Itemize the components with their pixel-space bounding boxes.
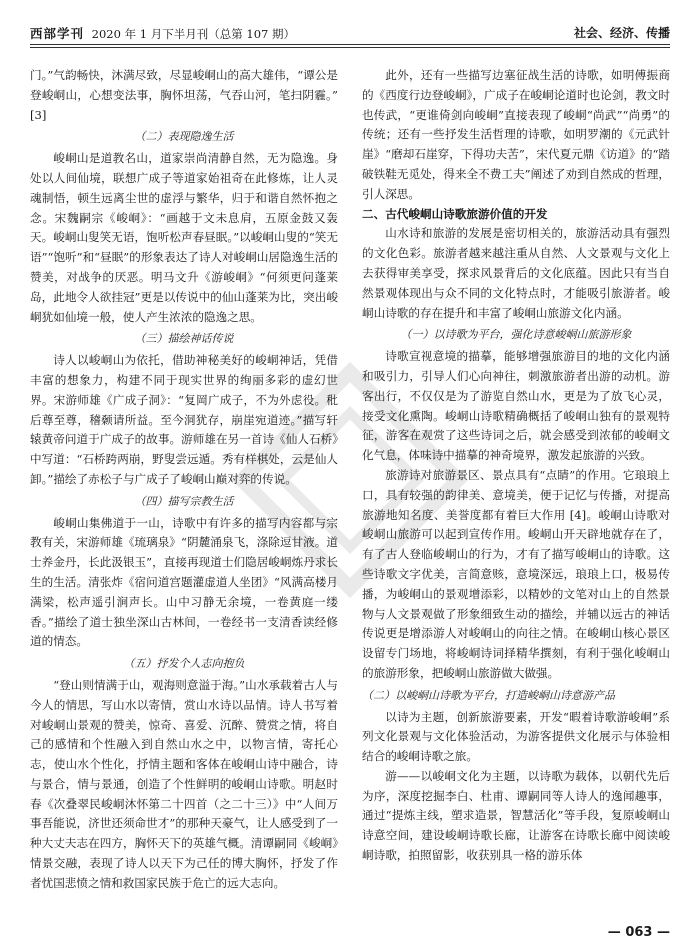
paragraph: 此外，还有一些描写边塞征战生活的诗歌，如明傅振商的《西度行边登峻峒》，广成子在峻峒论道时也论剑，教文时也传武，“更谁倚剑向峻峒”直接表现了峻峒“尚武”“尚勇”的传统；还有一些抒发生活哲理的诗歌，如明罗潮的《元武针崖》“磨却石崖穿，下得功夫苦”，宋代夏元鼎《访道》的“踏破铁鞋无觅处，得来全不费工夫”阐述了劝到自然成的哲理，引人深思。	[362, 68, 670, 201]
subsection-heading: （三）描绘神话传说	[134, 332, 234, 346]
section-heading: 二、古代峻峒山诗歌旅游价值的开发	[362, 206, 548, 221]
paragraph: 门。”气韵畅快，沐满尽致，尽显峻峒山的高大雄伟，“谭公是登峻峒山，心想变法事，胸怀坦荡，气吞山河，笔扫阴霾。” [3]	[30, 68, 338, 122]
section-title: 社会、经济、传播	[573, 26, 670, 40]
paragraph: 诗歌宣视意境的描摹，能够增强旅游目的地的文化内涵和吸引力，引导人们心向神往，刺激旅游者出游的动机。游客出行，不仅仅是为了游览自然山水，更是为了放飞心灵，接受文化熏陶。峻峒山诗歌精确概括了峻峒山独有的景观特征，游客在观赏了这些诗词之后，就会感受到浓郁的峻峒文化气息，体味诗中描摹的神奇境界，激发起旅游的兴致。	[362, 349, 670, 463]
header-rule	[30, 44, 670, 45]
subsection-heading: （二）表现隐逸生活	[134, 130, 234, 144]
subsection-heading: （五）抒发个人志向抱负	[123, 657, 245, 671]
paragraph: 山水诗和旅游的发展是密切相关的，旅游活动具有强烈的文化色彩。旅游者越来越注重从自然、人文景观与文化上去获得审美享受，探求风景背后的文化底蕴。因此只有当自然景观体现出与众不同的文化特点时，才能吸引旅游者。峻峒山诗歌的存在提升和丰富了峻峒山旅游文化内涵。	[362, 226, 670, 320]
paragraph: 旅游诗对旅游景区、景点具有“点睛”的作用。它琅琅上口，具有较强的韵律美、意境美，便于记忆与传播，对提高旅游地知名度、美誉度都有着巨大作用 [4]。峻峒山诗歌对峻峒山旅游可以起到宣传作用。峻峒山开天辟地就存在了，有了古人登临峻峒山的行为，才有了描写峻峒山的诗歌。这些诗歌文字优美，言简意赅，意境深远，琅琅上口，极易传播，为峻峒山的景观增添彩，以精妙的文笔对山上的自然景物与人文景观做了形象细致生动的描绘，并辅以远古的神话传说更是增添游人对峻峒山的向往之情。在峻峒山核心景区设留专门场地，将峻峒诗词择精华撰刻，有利于强化峻峒山的旅游形象，把峻峒山旅游做大做强。	[362, 467, 670, 680]
paragraph: “登山则情满于山，观海则意溢于海。”山水承载着古人与今人的情思，写山水以寄情，赏山水诗以品情。诗人书写着对峻峒山景观的赞美，惊奇、喜爱、沉醉、赞赏之情，将自己的感情和个性融入到自然山水之中，以物言情，寄托心志，使山水个性化，抒情主题和客体在峻峒山诗中融合，诗与景合，情与景通，创造了个性鲜明的峻峒山诗歌。明赵时春《次叠翠民峻峒沐怀第二十四首（之二十三）》中“人间万事吾能说，济世还须命世才”的那种天豪气，让人感受到了一种大丈夫志在四方，胸怀天下的英雄气概。清谭嗣同《峻峒》情景交融，表现了诗人以天下为己任的博大胸怀，抒发了作者忧国悲愤之情和救国家民族于危亡的远大志向。	[30, 677, 338, 890]
paragraph: 以诗为主题，创新旅游要素，开发“暇着诗歌游峻峒”系列文化景观与文化体验活动，为游客提供文化展示与体验相结合的峻峒诗歌之旅。	[362, 709, 670, 764]
paragraph: 峻峒山集佛道于一山，诗歌中有许多的描写内容都与宗教有关，宋游师雄《琉璃泉》“阴麓涌泉飞，涤除逗甘液。道士养金丹，长此汲银玉”，直接再现道士们隐居峻峒炼丹求长生的生活。清张炸《宿问道宫题灌虚道人坐团》“风满高楼月满梁，松声遥引涧声长。山中习静无余境，一卷黄庭一缕香。”描绘了道士独坐深山古林间，一卷经书一支清香读经修道的情态。	[30, 515, 338, 649]
paragraph: 诗人以峻峒山为依托，借助神秘美好的峻峒神话，凭借丰富的想象力，构建不同于现实世界的绚丽多彩的虚幻世界。宋游师雄《广成子洞》：“复岡广成子，不为外虑役。秕后尊至尊，稽颡请所益。至今洞犹存，崩崖宛道迹。”描写轩辕黄帝问道于广成子的故事。游师雄在另一首诗《仙人石桥》中写道：“石桥跨两崩，野叟尝远遁。秀有样棋处，云是仙人卸。”描绘了赤松子与广成子了峻峒山巅对弈的传说。	[30, 353, 338, 486]
journal-info	[30, 24, 295, 42]
journal-brand: 西部学刊	[30, 26, 85, 41]
subsection-heading: （四）描写宗教生活	[134, 494, 234, 508]
subsection-heading: （二）以峻峒山诗歌为平台，打造峻峒山诗意游产品	[362, 688, 615, 702]
header-rule-thin	[30, 47, 670, 48]
left-column	[30, 66, 338, 894]
paragraph: 游——以峻峒文化为主题，以诗歌为载体，以朝代先后为序，深度挖掘李白、杜甫、谭嗣同等人诗人的逸闻趣事，通过“提炼主线，塑求造景，智慧活化”等手段，复原峻峒山诗意空间，建设峻峒诗歌长廊，让游客在诗歌长廊中阅读峻峒诗歌，拍照留影，收获别具一格的游乐体	[362, 768, 670, 863]
issue-info: 2020 年 1 月下半月刊（总第 107 期）	[91, 27, 295, 41]
paragraph: 峻峒山是道教名山，道家崇尚清静自然，无为隐逸。身处以人间仙境，联想广成子等道家始祖奇在此修炼，让人灵魂制悟，顿生远离尘世的虚浮与繁华，归于和谐自然怀抱之念。宋魏嗣宗《峻峒》：“画越于文未息肩，五原金鼓又轰天。峻峒山叟笑无语，饱听松声春昼眠。”以峻峒山叟的“笑无语”“饱听”和“昼眠”的形象表达了诗人对峻峒山居隐逸生活的赞美，对战争的厌恶。明马文升《游峻峒》“何须更问蓬莱岛，此地令人欲挂冠”更是以传说中的仙山蓬莱为比，突出峻峒犹如仙境一般，使人产生浓浓的隐逸之思。	[30, 151, 338, 324]
subsection-heading: （一）以诗歌为平台，强化诗意峻峒山旅游形象	[400, 328, 632, 342]
page-number: — 063 —	[607, 925, 670, 940]
page-header	[30, 14, 670, 44]
right-column	[362, 66, 670, 866]
